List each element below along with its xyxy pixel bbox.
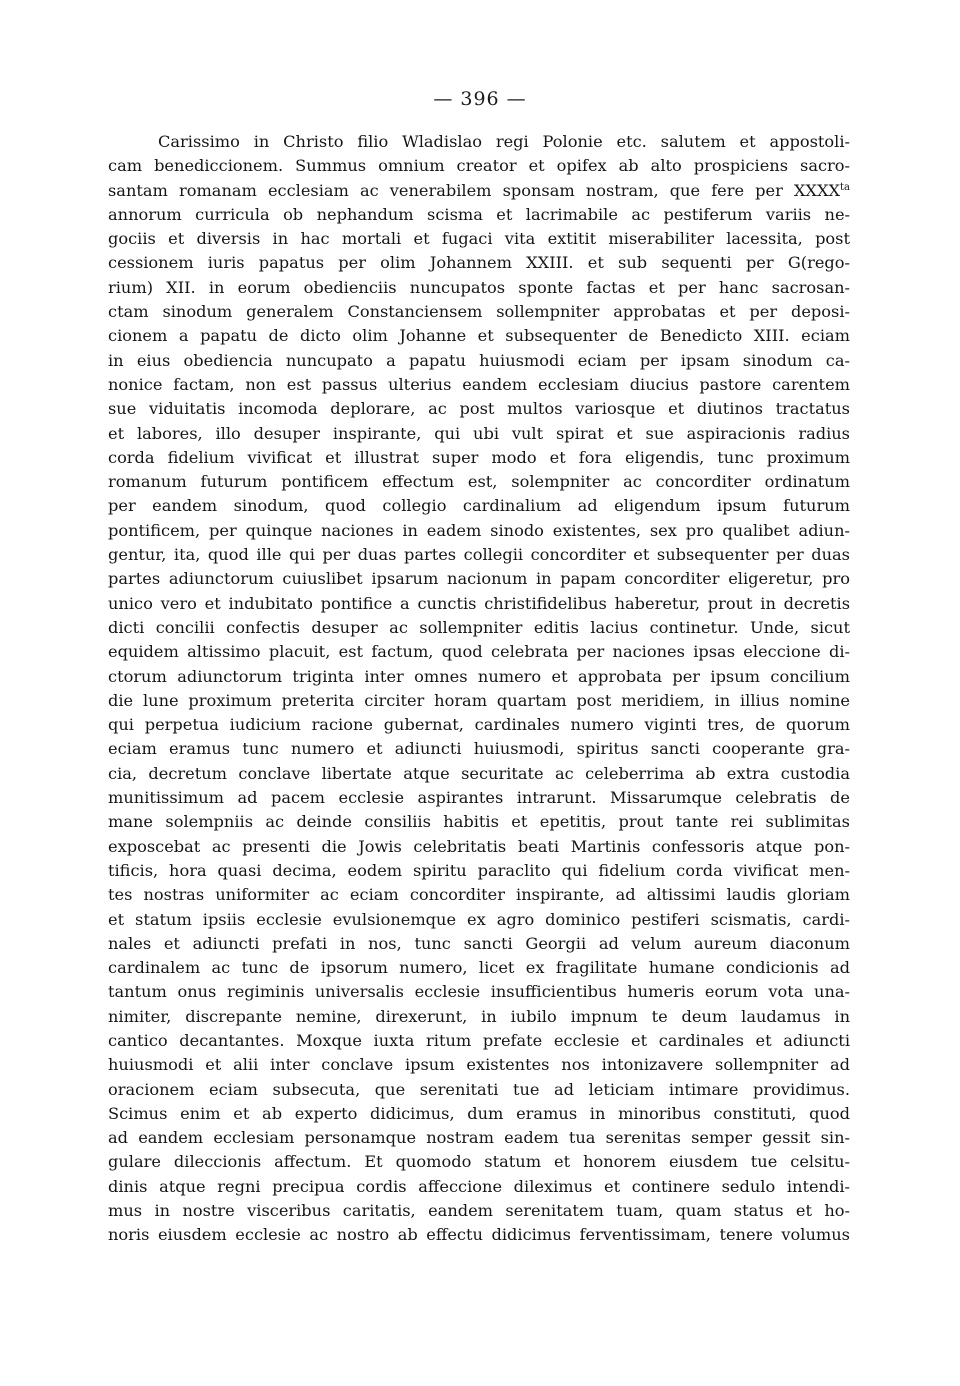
superscript: ta — [840, 181, 850, 193]
letter-body — [108, 130, 850, 1248]
text-line-main: santam romanam ecclesiam ac venerabilem sponsam nostram, que fere per XXXX — [108, 180, 841, 200]
text-line: die lune proximum preterita circiter horam quartam post meridiem, in illius nomine — [108, 690, 850, 710]
text-line: eciam eramus tunc numero et adiuncti huiusmodi, spiritus sancti cooperante gra- — [108, 739, 850, 759]
text-line: Scimus enim et ab experto didicimus, dum eramus in minoribus constituti, quod — [108, 1103, 850, 1123]
text-line: gulare dileccionis affectum. Et quomodo statum et honorem eiusdem tue celsitu- — [108, 1152, 850, 1172]
text-line: et statum ipsiis ecclesie evulsionemque ex agro dominico pestiferi scismatis, cardi- — [108, 909, 850, 929]
text-line: tantum onus regiminis universalis ecclesie insufficientibus humeris eorum vota una- — [108, 982, 850, 1002]
text-line: equidem altissimo placuit, est factum, quod celebrata per naciones ipsas eleccione di- — [108, 642, 850, 662]
text-line: mane solempniis ac deinde consiliis habitis et epetitis, prout tante rei sublimitas — [108, 812, 850, 832]
text-line — [108, 179, 850, 203]
text-line: ad eandem ecclesiam personamque nostram eadem tua serenitas semper gessit sin- — [108, 1128, 850, 1148]
text-line: nales et adiuncti prefati in nos, tunc sancti Georgii ad velum aureum diaconum — [108, 933, 850, 953]
text-line: annorum curricula ob nephandum scisma et lacrimabile ac pestiferum variis ne- — [108, 204, 850, 224]
text-line: per eandem sinodum, quod collegio cardinalium ad eligendum ipsum futurum — [108, 496, 850, 516]
text-line: pontificem, per quinque naciones in eadem sinodo existentes, sex pro qualibet adiun- — [108, 520, 850, 540]
text-line: et labores, illo desuper inspirante, qui ubi vult spirat et sue aspiracionis radius — [108, 423, 850, 443]
text-line: dinis atque regni precipua cordis affeccione dileximus et continere sedulo intendi- — [108, 1176, 850, 1196]
text-line: partes adiunctorum cuiuslibet ipsarum nacionum in papam concorditer eligeretur, pro — [108, 569, 850, 589]
text-line: gentur, ita, quod ille qui per duas partes collegii concorditer et subsequenter per duas — [108, 545, 850, 565]
text-line: tes nostras uniformiter ac eciam concorditer inspirante, ad altissimi laudis gloriam — [108, 885, 850, 905]
text-line: ctorum adiunctorum triginta inter omnes numero et approbata per ipsum concilium — [108, 666, 850, 686]
text-line: cessionem iuris papatus per olim Johannem XXIII. et sub sequenti per G(rego- — [108, 253, 850, 273]
text-line: qui perpetua iudicium racione gubernat, cardinales numero viginti tres, de quorum — [108, 715, 850, 735]
text-line: huiusmodi et alii inter conclave ipsum existentes nos intonizavere sollempniter ad — [108, 1055, 850, 1075]
text-line: nimiter, discrepante nemine, direxerunt, in iubilo impnum te deum laudamus in — [108, 1006, 850, 1026]
text-line: noris eiusdem ecclesie ac nostro ab effectu didicimus ferventissimam, tenere volumus — [108, 1225, 850, 1245]
text-line: nonice factam, non est passus ulterius eandem ecclesiam diucius pastore carentem — [108, 374, 850, 394]
text-line: cam benediccionem. Summus omnium creator et opifex ab alto prospiciens sacro- — [108, 156, 850, 176]
text-line: unico vero et indubitato pontifice a cunctis christifidelibus haberetur, prout in decretis — [108, 593, 850, 613]
text-line: dicti concilii confectis desuper ac sollempniter editis lacius continetur. Unde, sicut — [108, 617, 850, 637]
text-line: ctam sinodum generalem Constanciensem sollempniter approbatas et per deposi- — [108, 302, 850, 322]
text-line: gociis et diversis in hac mortali et fugaci vita extitit miserabiliter lacessita, post — [108, 229, 850, 249]
text-line: corda fidelium vivificat et illustrat super modo et fora eligendis, tunc proximum — [108, 447, 850, 467]
text-line: tificis, hora quasi decima, eodem spiritu paraclito qui fidelium corda vivificat men- — [108, 860, 850, 880]
text-line: oracionem eciam subsecuta, que serenitati tue ad leticiam intimare providimus. — [108, 1079, 850, 1099]
text-line: sue viduitatis incomoda deplorare, ac post multos variosque et diutinos tractatus — [108, 399, 850, 419]
text-line: romanum futurum pontificem effectum est, solempniter ac concorditer ordinatum — [108, 472, 850, 492]
text-line: rium) XII. in eorum obedienciis nuncupatos sponte factas et per hanc sacrosan- — [108, 277, 850, 297]
text-line: in eius obediencia nuncupato a papatu huiusmodi eciam per ipsam sinodum ca- — [108, 350, 850, 370]
text-line: cardinalem ac tunc de ipsorum numero, licet ex fragilitate humane condicionis ad — [108, 958, 850, 978]
text-line: mus in nostre visceribus caritatis, eandem serenitatem tuam, quam status et ho- — [108, 1201, 850, 1221]
text-line: cionem a papatu de dicto olim Johanne et subsequenter de Benedicto XIII. eciam — [108, 326, 850, 346]
text-line: cantico decantantes. Moxque iuxta ritum prefate ecclesie et cardinales et adiuncti — [108, 1030, 850, 1050]
text-line: Carissimo in Christo filio Wladislao regi Polonie etc. salutem et appostoli- — [158, 132, 850, 151]
text-line: exposcebat ac presenti die Jowis celebritatis beati Martinis confessoris atque pon- — [108, 836, 850, 856]
page-number: — 396 — — [433, 88, 527, 110]
text-line: cia, decretum conclave libertate atque securitate ac celeberrima ab extra custodia — [108, 763, 850, 783]
text-line: munitissimum ad pacem ecclesie aspirantes intrarunt. Missarumque celebratis de — [108, 788, 850, 808]
